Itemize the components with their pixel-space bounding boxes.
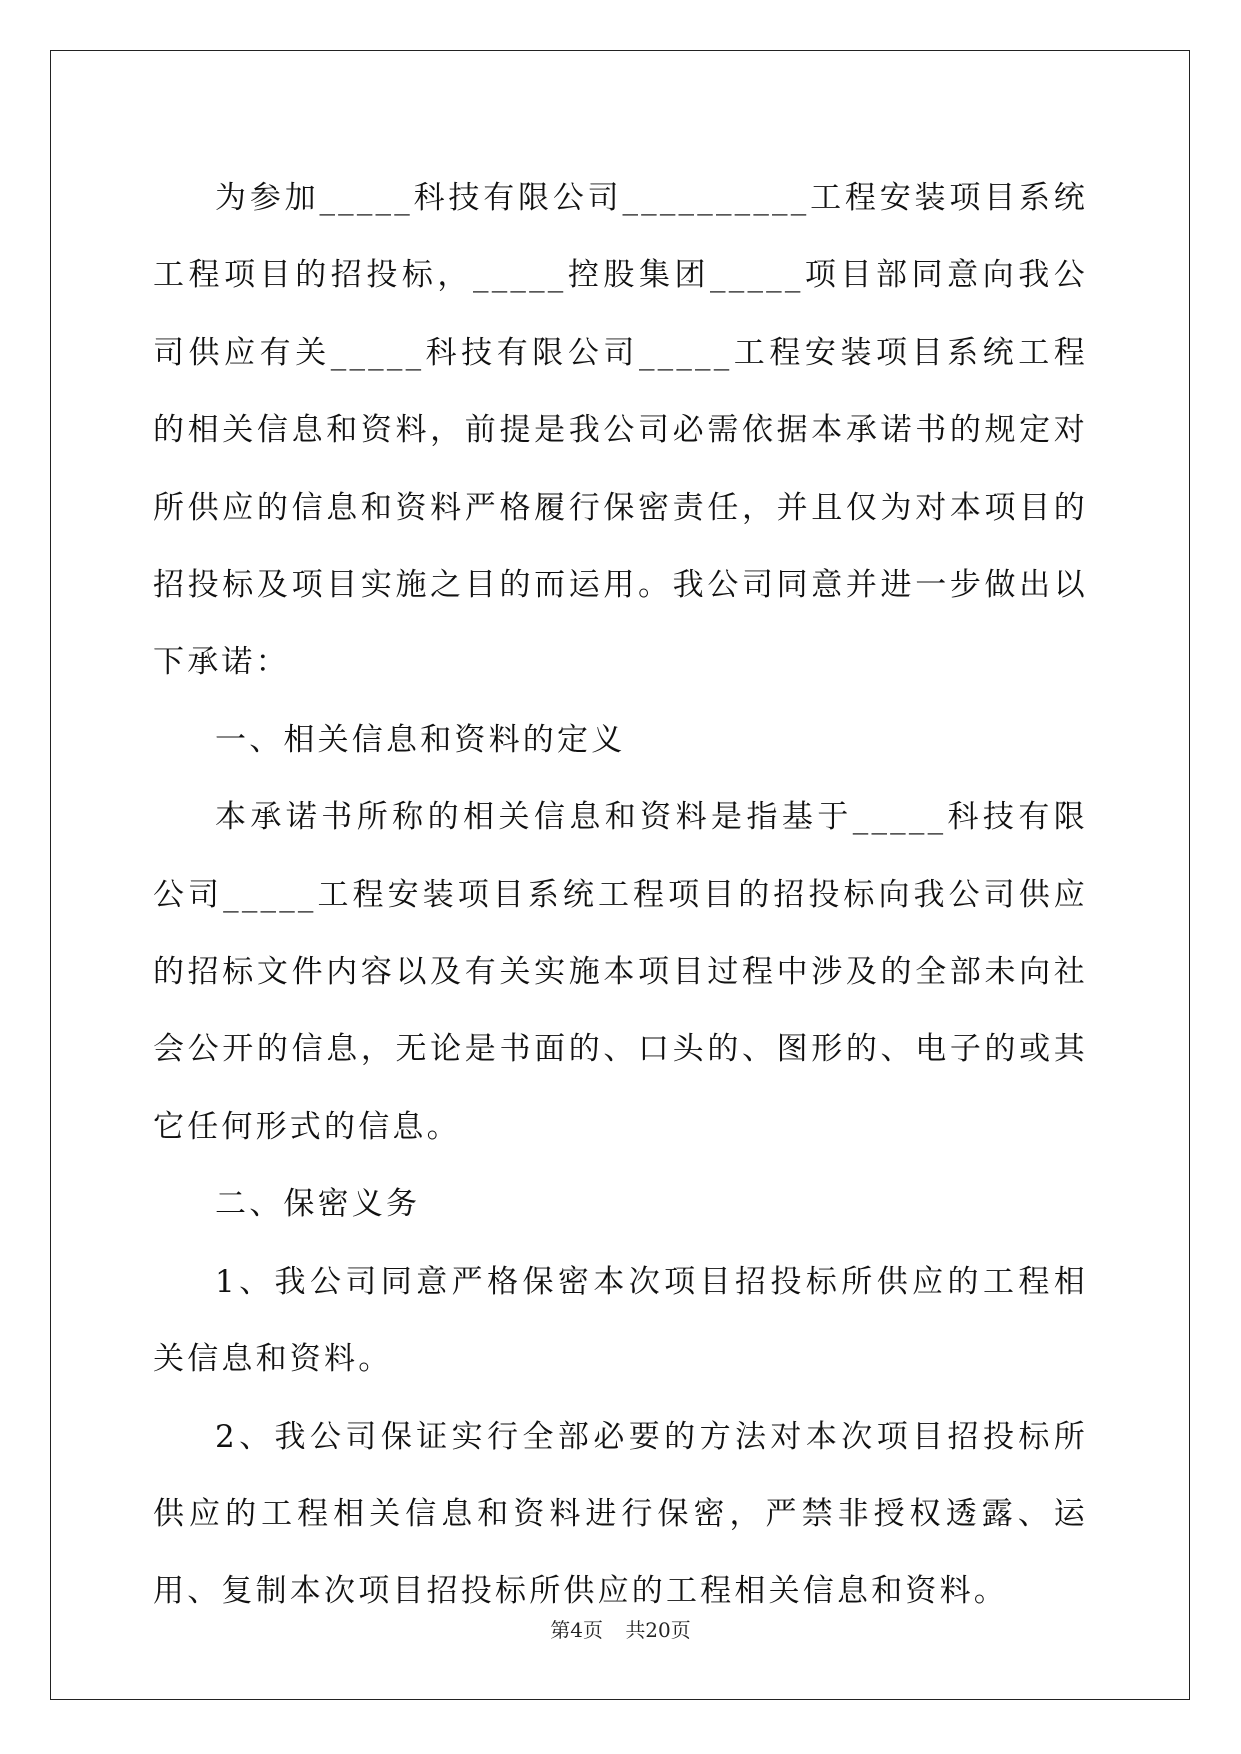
page-footer xyxy=(0,1618,1241,1642)
section-heading-definition: 一、相关信息和资料的定义 xyxy=(215,721,626,758)
page-number: 第4页 xyxy=(550,1618,603,1642)
section-heading-obligations: 二、保密义务 xyxy=(215,1186,421,1223)
paragraph-intro: 为参加_____科技有限公司__________工程安装项目系统工程项目的招投标，_____控股集团_____项目部同意向我公司供应有关_____科技有限公司_____工程安装项目系统工程的相关信息和资料，前提是我公司必需依据本承诺书的规定对所供应的信息和资料严格履行保密责任，并且仅为对本项目的招投标及项目实施之目的而运用。我公司同意并进一步做出以下承诺： xyxy=(153,180,1088,681)
document-body xyxy=(153,160,1088,1631)
page-total: 共20页 xyxy=(625,1618,691,1642)
paragraph-obligation-2: 2、我公司保证实行全部必要的方法对本次项目招投标所供应的工程相关信息和资料进行保密，严禁非授权透露、运用、复制本次项目招投标所供应的工程相关信息和资料。 xyxy=(153,1418,1088,1610)
paragraph-definition: 本承诺书所称的相关信息和资料是指基于_____科技有限公司_____工程安装项目系统工程项目的招投标向我公司供应的招标文件内容以及有关实施本项目过程中涉及的全部未向社会公开的信息，无论是书面的、口头的、图形的、电子的或其它任何形式的信息。 xyxy=(153,799,1088,1145)
paragraph-obligation-1: 1、我公司同意严格保密本次项目招投标所供应的工程相关信息和资料。 xyxy=(153,1263,1088,1378)
